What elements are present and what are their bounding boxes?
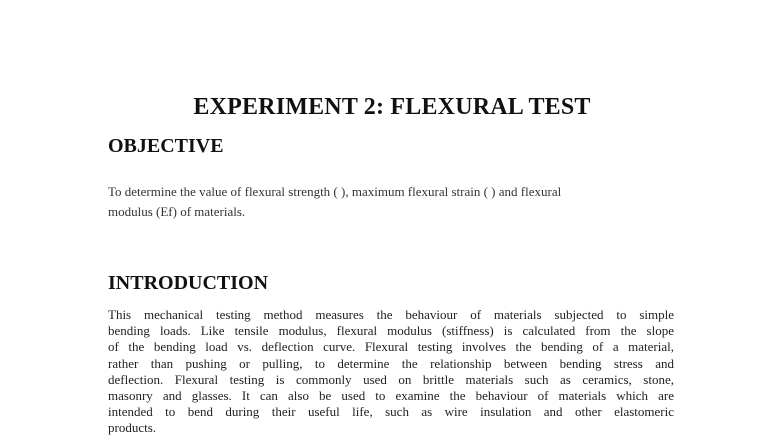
objective-paragraph xyxy=(108,182,653,222)
introduction-line: products. xyxy=(108,420,157,436)
introduction-line: This mechanical testing method measures the behaviour of materials subjected to simple xyxy=(108,307,674,322)
introduction-line: rather than pushing or pulling, to determine the relationship between bending stress and xyxy=(108,355,674,371)
page-title: EXPERIMENT 2: FLEXURAL TEST xyxy=(193,94,591,120)
objective-line: To determine the value of flexural strength ( ), maximum flexural strain ( ) and flexural xyxy=(108,184,562,199)
introduction-line: intended to bend during their useful life, such as wire insulation and other elastomeric xyxy=(108,404,674,420)
introduction-line: masonry and glasses. It can also be used to examine the behaviour of materials which are xyxy=(108,388,674,404)
objective-line: modulus (Ef) of materials. xyxy=(108,204,246,219)
introduction-line: deflection. Flexural testing is commonly used on brittle materials such as ceramics, stone, xyxy=(108,371,674,387)
objective-heading: OBJECTIVE xyxy=(108,135,224,157)
introduction-paragraph xyxy=(108,307,674,437)
introduction-line: of the bending load vs. deflection curve. Flexural testing involves the bending of a material, xyxy=(108,339,674,355)
introduction-heading: INTRODUCTION xyxy=(108,272,269,294)
introduction-line: bending loads. Like tensile modulus, flexural modulus (stiffness) is calculated from the slope xyxy=(108,323,674,339)
